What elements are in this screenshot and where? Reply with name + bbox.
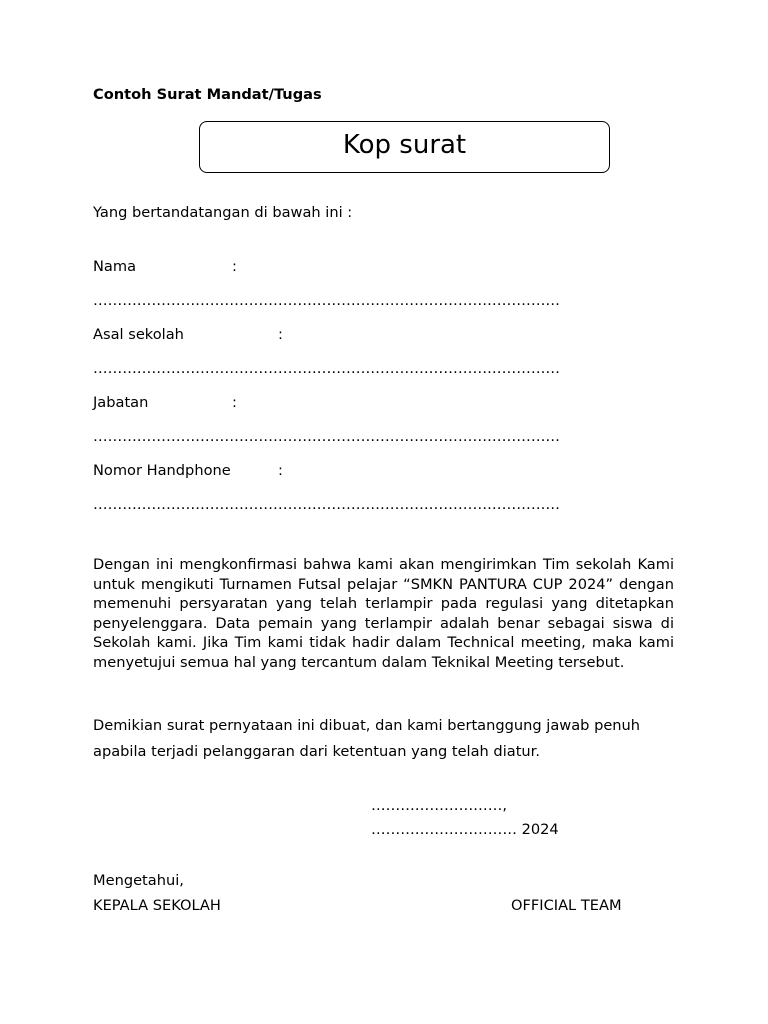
field-line-nama: …………………………………………………………………………………… [93, 292, 560, 309]
signer-right: OFFICIAL TEAM [511, 897, 622, 914]
field-label-asal-sekolah: Asal sekolah [93, 326, 184, 343]
field-line-asal-sekolah: …………………………………………………………………………………… [93, 360, 560, 377]
letterhead-box [199, 121, 610, 173]
field-colon-nama: : [232, 258, 237, 275]
field-colon-asal-sekolah: : [278, 326, 283, 343]
body-paragraph: Dengan ini mengkonfirmasi bahwa kami akan mengirimkan Tim sekolah Kami untuk mengikuti Turnamen Futsal pelajar “SMKN PANTURA CUP 2024” dengan memenuhi persyaratan yang telah terlampir pada regulasi yang ditetapkan penyelenggara. Data pemain yang terlampir adalah benar sebagai siswa di Sekolah kami. Jika Tim kami tidak hadir dalam Technical meeting, maka kami menyetujui semua hal yang tercantum dalam Teknikal Meeting tersebut. [93, 556, 674, 671]
intro-text: Yang bertandatangan di bawah ini : [93, 204, 353, 221]
place-line: ………………………, [371, 797, 507, 814]
closing-paragraph: Demikian surat pernyataan ini dibuat, dan kami bertanggung jawab penuh apabila terjadi pelanggaran dari ketentuan yang telah diatur. [93, 717, 641, 760]
field-label-nomor-handphone: Nomor Handphone [93, 462, 231, 479]
date-line: ………………………… 2024 [371, 821, 559, 838]
document-title: Contoh Surat Mandat/Tugas [93, 86, 322, 103]
letterhead-label: Kop surat [342, 130, 467, 160]
acknowledged-text: Mengetahui, [93, 872, 184, 889]
field-line-nomor-handphone: …………………………………………………………………………………… [93, 496, 560, 513]
field-line-jabatan: …………………………………………………………………………………… [93, 428, 560, 445]
field-label-jabatan: Jabatan [93, 394, 149, 411]
signer-left: KEPALA SEKOLAH [93, 897, 221, 914]
field-label-nama: Nama [93, 258, 137, 275]
field-colon-jabatan: : [232, 394, 237, 411]
field-colon-nomor-handphone: : [278, 462, 283, 479]
